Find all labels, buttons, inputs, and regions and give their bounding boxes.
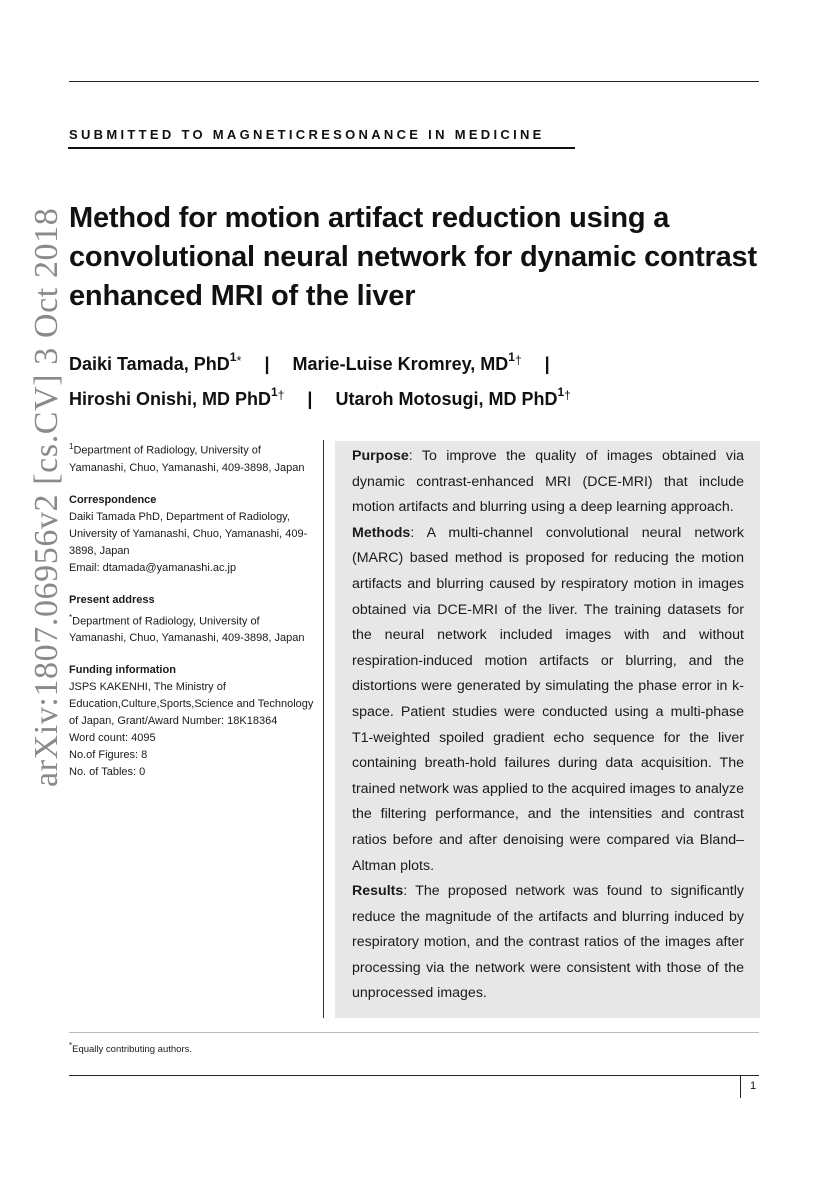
journal-header: SUBMITTED TO MAGNETICRESONANCE IN MEDICINE bbox=[69, 127, 545, 142]
abstract-box bbox=[335, 441, 760, 1018]
author-affiliation-sup: 1 bbox=[229, 350, 237, 364]
correspondence-heading: Correspondence bbox=[69, 493, 157, 506]
results-label: Results bbox=[352, 883, 404, 900]
left-info-column bbox=[69, 438, 319, 781]
author-name: Utaroh Motosugi, MD PhD bbox=[335, 389, 558, 409]
page-number: 1 bbox=[750, 1080, 757, 1092]
results-text: : The proposed network was found to significantly reduce the magnitude of the artifacts and blurring induced by respiratory motion, and the contrast ratios of the images after processing via the network were consistent with those of the unprocessed images. bbox=[352, 883, 744, 1002]
present-address-heading: Present address bbox=[69, 593, 155, 606]
methods-text: : A multi-channel convolutional neural network (MARC) based method is proposed for reducing the motion artifacts and blurring caused by respiratory motion in images obtained via DCE-MRI of the liver. The training datasets for the neural network included images with and without respiration-induced motion artifacts or blurring, and the distortions were generated by simulating the phase error in k-space. Patient studies were conducted using a multi-phase T1-weighted spoiled gradient echo sequence for the liver containing breath-hold failures during data acquisition. The trained network was applied to the acquired images to analyze the filtering performance, and the intensities and contrast ratios before and after denoising were compared via Bland–Altman plots. bbox=[352, 524, 744, 874]
author-mark: † bbox=[277, 388, 285, 402]
figure-count: No.of Figures: 8 bbox=[69, 749, 148, 762]
journal-header-underline bbox=[68, 147, 575, 149]
funding-heading: Funding information bbox=[69, 664, 176, 677]
bottom-rule bbox=[69, 1075, 759, 1076]
author-name: Daiki Tamada, PhD bbox=[69, 354, 230, 374]
footnote-text: Equally contributing authors. bbox=[72, 1044, 193, 1056]
author-separator: | bbox=[307, 389, 313, 409]
abstract-text bbox=[352, 444, 744, 1007]
author-affiliation-sup: 1 bbox=[508, 350, 515, 364]
footnote-mark: * bbox=[69, 1041, 73, 1050]
correspondence-address: Daiki Tamada PhD, Department of Radiology, University of Yamanashi, Chuo, Yamanashi, 409-3898, Japan bbox=[69, 510, 308, 557]
paper-title: Method for motion artifact reduction using a convolutional neural network for dynamic contrast enhanced MRI of the liver bbox=[69, 202, 757, 312]
author-mark: † bbox=[514, 353, 522, 367]
word-count: Word count: 4095 bbox=[69, 732, 156, 745]
author-mark: † bbox=[564, 388, 571, 402]
purpose-text: : To improve the quality of images obtained via dynamic contrast-enhanced MRI (DCE-MRI) that include motion artifacts and blurring using a deep learning approach. bbox=[352, 448, 744, 516]
correspondence-email: Email: dtamada@yamanashi.ac.jp bbox=[69, 561, 237, 574]
author-name: Marie-Luise Kromrey, MD bbox=[292, 354, 509, 374]
arxiv-stamp: arXiv:1807.06956v2 [cs.CV] 3 Oct 2018 bbox=[28, 207, 65, 787]
author-line-1 bbox=[69, 352, 568, 375]
author-line-2 bbox=[69, 387, 571, 410]
author-affiliation-sup: 1 bbox=[271, 385, 278, 399]
present-address-block bbox=[69, 592, 319, 648]
abstract-results bbox=[352, 879, 744, 1007]
author-separator: | bbox=[544, 354, 550, 374]
author-affiliation-sup: 1 bbox=[557, 385, 565, 399]
column-divider bbox=[323, 440, 324, 1018]
page-number-tick bbox=[740, 1075, 741, 1098]
abstract-methods bbox=[352, 521, 744, 879]
affiliation-sup: 1 bbox=[69, 442, 74, 451]
purpose-label: Purpose bbox=[352, 448, 409, 464]
funding-block bbox=[69, 662, 319, 781]
affiliation-text: Department of Radiology, University of Yamanashi, Chuo, Yamanashi, 409-3898, Japan bbox=[69, 444, 305, 474]
footnote bbox=[69, 1041, 192, 1055]
top-rule bbox=[69, 81, 759, 82]
footnote-rule bbox=[69, 1032, 759, 1033]
author-separator: | bbox=[264, 354, 270, 374]
methods-label: Methods bbox=[352, 524, 411, 541]
table-count: No. of Tables: 0 bbox=[69, 766, 146, 779]
present-address-mark: * bbox=[69, 612, 73, 622]
author-name: Hiroshi Onishi, MD PhD bbox=[69, 389, 272, 409]
correspondence-block bbox=[69, 492, 319, 577]
abstract-purpose bbox=[352, 444, 744, 521]
affiliation bbox=[69, 438, 319, 477]
present-address-text: Department of Radiology, University of Yamanashi, Chuo, Yamanashi, 409-3898, Japan bbox=[69, 615, 305, 645]
funding-text: JSPS KAKENHI, The Ministry of Education,Culture,Sports,Science and Technology of Japan, Grant/Award Number: 18K18364 bbox=[69, 681, 314, 728]
author-mark: * bbox=[236, 353, 242, 368]
